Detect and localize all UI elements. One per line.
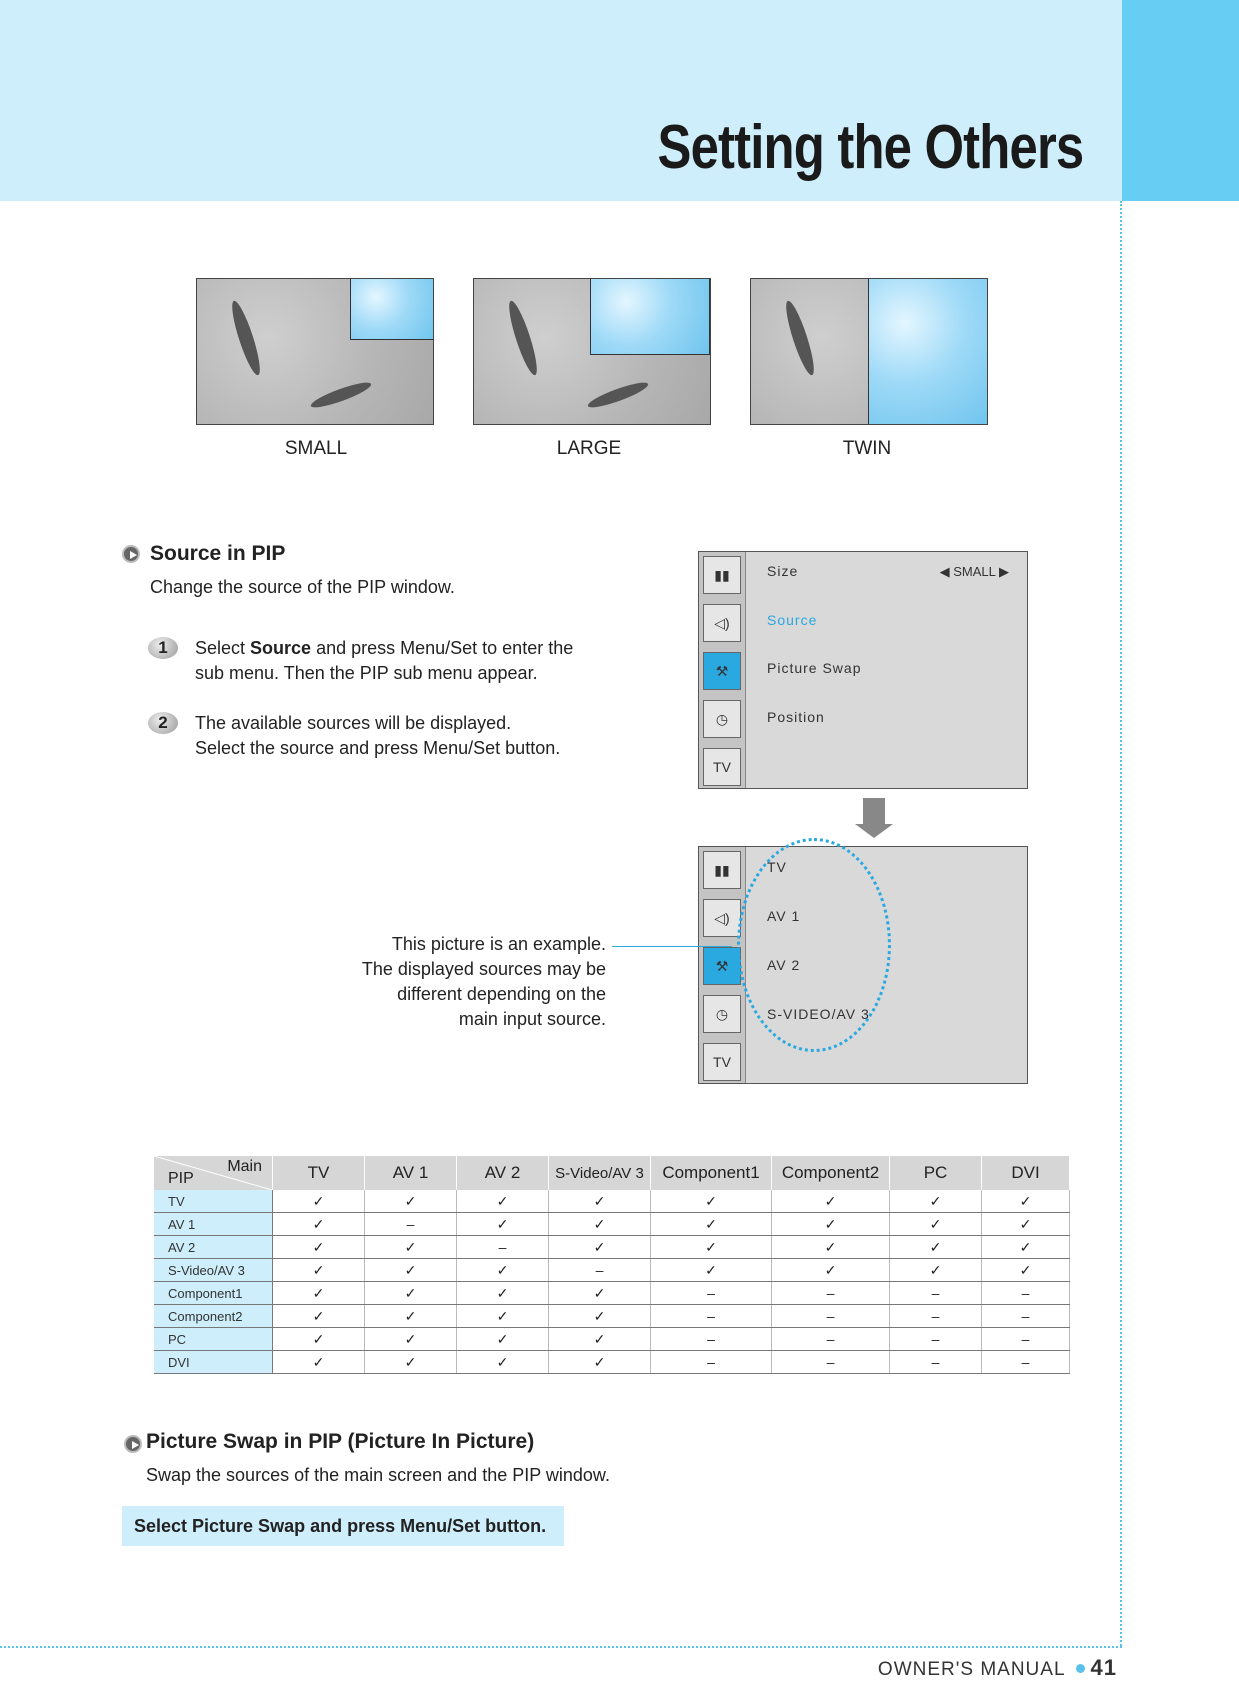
matrix-cell: ✓ (365, 1259, 457, 1282)
table-row (154, 1213, 1070, 1236)
picture-icon[interactable]: ▮▮ (703, 556, 741, 594)
matrix-cell: – (890, 1328, 982, 1351)
step-1-line (195, 638, 573, 658)
page-border-bottom (0, 1646, 1122, 1648)
matrix-cell: – (890, 1351, 982, 1374)
matrix-cell: – (890, 1282, 982, 1305)
row-header: AV 2 (154, 1236, 273, 1259)
table-row (154, 1305, 1070, 1328)
footer-dot-icon (1076, 1664, 1085, 1673)
matrix-cell: ✓ (651, 1190, 772, 1213)
swap-heading: Picture Swap in PIP (Picture In Picture) (146, 1430, 535, 1453)
matrix-cell: ✓ (273, 1282, 365, 1305)
page-title: Setting the Others (657, 113, 1083, 182)
step-text: Select (195, 638, 251, 658)
table-row (154, 1236, 1070, 1259)
matrix-cell: ✓ (365, 1351, 457, 1374)
matrix-cell: – (651, 1351, 772, 1374)
callout-line (612, 946, 732, 947)
osd-source-svideo[interactable]: S-VIDEO/AV 3 (767, 1006, 870, 1022)
section-bullet-icon (122, 545, 140, 563)
header-tab (1122, 0, 1239, 201)
sound-icon[interactable]: ◁) (703, 899, 741, 937)
setup-icon[interactable]: ⚒ (703, 652, 741, 690)
corner-pip-label: PIP (168, 1170, 194, 1187)
matrix-cell: ✓ (273, 1305, 365, 1328)
matrix-cell: – (890, 1305, 982, 1328)
arrow-down-icon (863, 798, 885, 826)
column-header: TV (273, 1156, 365, 1190)
pip-window (868, 278, 988, 425)
column-header: Component2 (772, 1156, 890, 1190)
fish-image (781, 299, 818, 378)
pip-window (590, 278, 710, 355)
step-number-badge: 2 (148, 712, 178, 734)
matrix-cell: – (651, 1305, 772, 1328)
row-header: TV (154, 1190, 273, 1213)
table-row (154, 1190, 1070, 1213)
matrix-cell: – (772, 1351, 890, 1374)
row-header: Component1 (154, 1282, 273, 1305)
swap-instruction: Select Picture Swap and press Menu/Set button. (122, 1506, 564, 1546)
matrix-cell: – (365, 1213, 457, 1236)
section-bullet-icon (124, 1435, 142, 1453)
row-header: PC (154, 1328, 273, 1351)
pip-twin-thumbnail (750, 278, 988, 425)
osd-item-picture-swap[interactable]: Picture Swap (767, 660, 862, 676)
matrix-cell: ✓ (457, 1213, 549, 1236)
matrix-cell: ✓ (457, 1282, 549, 1305)
matrix-cell: ✓ (982, 1213, 1070, 1236)
tv-icon[interactable]: TV (703, 748, 741, 786)
source-description: Change the source of the PIP window. (150, 577, 455, 597)
row-header: DVI (154, 1351, 273, 1374)
matrix-cell: ✓ (365, 1282, 457, 1305)
osd-sidebar (699, 552, 746, 788)
footer-label: OWNER'S MANUAL (877, 1659, 1066, 1680)
table-corner (154, 1156, 273, 1190)
column-header: DVI (982, 1156, 1070, 1190)
page-footer (878, 1655, 1117, 1681)
page-border-right (1120, 201, 1122, 1646)
setup-icon[interactable]: ⚒ (703, 947, 741, 985)
matrix-cell: ✓ (457, 1259, 549, 1282)
matrix-cell: ✓ (651, 1236, 772, 1259)
matrix-cell: ✓ (457, 1305, 549, 1328)
note-line: different depending on the (397, 984, 606, 1004)
matrix-cell: ✓ (772, 1236, 890, 1259)
pip-small-thumbnail (196, 278, 434, 425)
row-header: Component2 (154, 1305, 273, 1328)
osd-source-av2[interactable]: AV 2 (767, 957, 801, 973)
matrix-cell: – (772, 1282, 890, 1305)
table-row (154, 1282, 1070, 1305)
clock-icon[interactable]: ◷ (703, 995, 741, 1033)
column-header: AV 2 (457, 1156, 549, 1190)
pip-size-caption: TWIN (842, 438, 892, 459)
matrix-cell: – (982, 1282, 1070, 1305)
matrix-cell: ✓ (273, 1190, 365, 1213)
corner-cell (154, 1156, 272, 1190)
matrix-cell: – (651, 1328, 772, 1351)
swap-description: Swap the sources of the main screen and the PIP window. (146, 1465, 610, 1485)
matrix-cell: – (982, 1328, 1070, 1351)
highlight-ellipse (737, 838, 891, 1052)
matrix-cell: ✓ (651, 1213, 772, 1236)
note-line: This picture is an example. (391, 934, 606, 954)
matrix-cell: – (982, 1305, 1070, 1328)
table-row (154, 1328, 1070, 1351)
matrix-cell: ✓ (549, 1236, 651, 1259)
matrix-cell: – (772, 1305, 890, 1328)
matrix-cell: ✓ (549, 1282, 651, 1305)
example-note (362, 932, 606, 1032)
page-number: 41 (1090, 1655, 1117, 1680)
matrix-cell: ✓ (982, 1236, 1070, 1259)
column-header: AV 1 (365, 1156, 457, 1190)
step-1-text (195, 636, 573, 686)
matrix-cell: ✓ (549, 1190, 651, 1213)
column-header: S-Video/AV 3 (549, 1156, 651, 1190)
sound-icon[interactable]: ◁) (703, 604, 741, 642)
source-heading: Source in PIP (150, 542, 286, 565)
pip-window (350, 278, 434, 340)
matrix-cell: ✓ (365, 1328, 457, 1351)
matrix-cell: ✓ (457, 1328, 549, 1351)
matrix-cell: ✓ (772, 1213, 890, 1236)
matrix-cell: ✓ (549, 1213, 651, 1236)
picture-icon[interactable]: ▮▮ (703, 851, 741, 889)
matrix-cell: ✓ (549, 1305, 651, 1328)
matrix-cell: ✓ (772, 1259, 890, 1282)
tv-icon[interactable]: TV (703, 1043, 741, 1081)
matrix-cell: – (772, 1328, 890, 1351)
table-row (154, 1351, 1070, 1374)
matrix-cell: ✓ (982, 1190, 1070, 1213)
pip-large-thumbnail (473, 278, 711, 425)
step-1-line2: sub menu. Then the PIP sub menu appear. (195, 663, 538, 683)
matrix-cell: ✓ (890, 1190, 982, 1213)
step-text: and press Menu/Set to enter the (311, 638, 574, 658)
osd-item-position[interactable]: Position (767, 709, 825, 725)
fish-image (586, 378, 650, 411)
matrix-cell: ✓ (365, 1190, 457, 1213)
osd-pip-menu (698, 551, 1028, 789)
pip-size-caption: SMALL (284, 438, 348, 459)
matrix-cell: ✓ (273, 1259, 365, 1282)
matrix-cell: ✓ (273, 1213, 365, 1236)
column-header: PC (890, 1156, 982, 1190)
osd-source-tv[interactable]: TV (767, 859, 787, 875)
step-bold: Source (250, 638, 312, 658)
matrix-cell: ✓ (772, 1190, 890, 1213)
osd-item-source[interactable]: Source (767, 612, 818, 628)
note-line: main input source. (458, 1009, 606, 1029)
fish-image (227, 299, 264, 378)
matrix-cell: ✓ (273, 1351, 365, 1374)
matrix-cell: ✓ (651, 1259, 772, 1282)
matrix-cell: ✓ (890, 1259, 982, 1282)
step-2-line1: The available sources will be displayed. (195, 713, 512, 733)
matrix-cell: ✓ (890, 1213, 982, 1236)
corner-main-label: Main (227, 1158, 262, 1175)
step-number-badge: 1 (148, 637, 178, 659)
table-body (154, 1190, 1070, 1374)
pip-compatibility-table (154, 1156, 1070, 1374)
matrix-cell: ✓ (457, 1351, 549, 1374)
osd-size-value[interactable]: ◀ SMALL ▶ (939, 564, 1009, 579)
matrix-cell: ✓ (890, 1236, 982, 1259)
row-header: AV 1 (154, 1213, 273, 1236)
table-row (154, 1259, 1070, 1282)
matrix-cell: ✓ (982, 1259, 1070, 1282)
osd-item-size[interactable]: Size (767, 563, 799, 579)
matrix-cell: ✓ (457, 1190, 549, 1213)
matrix-cell: ✓ (365, 1236, 457, 1259)
row-header: S-Video/AV 3 (154, 1259, 273, 1282)
matrix-cell: ✓ (365, 1305, 457, 1328)
fish-image (504, 299, 541, 378)
matrix-cell: ✓ (273, 1236, 365, 1259)
step-2-line2: Select the source and press Menu/Set button. (195, 738, 561, 758)
note-line: The displayed sources may be (361, 959, 606, 979)
fish-image (309, 378, 373, 411)
osd-source-av1[interactable]: AV 1 (767, 908, 801, 924)
matrix-cell: ✓ (273, 1328, 365, 1351)
column-header: Component1 (651, 1156, 772, 1190)
matrix-cell: – (651, 1282, 772, 1305)
matrix-cell: ✓ (549, 1328, 651, 1351)
clock-icon[interactable]: ◷ (703, 700, 741, 738)
matrix-cell: ✓ (549, 1351, 651, 1374)
matrix-cell: – (549, 1259, 651, 1282)
matrix-cell: – (457, 1236, 549, 1259)
step-2-text (195, 711, 560, 761)
matrix-cell: – (982, 1351, 1070, 1374)
pip-size-caption: LARGE (556, 438, 622, 459)
